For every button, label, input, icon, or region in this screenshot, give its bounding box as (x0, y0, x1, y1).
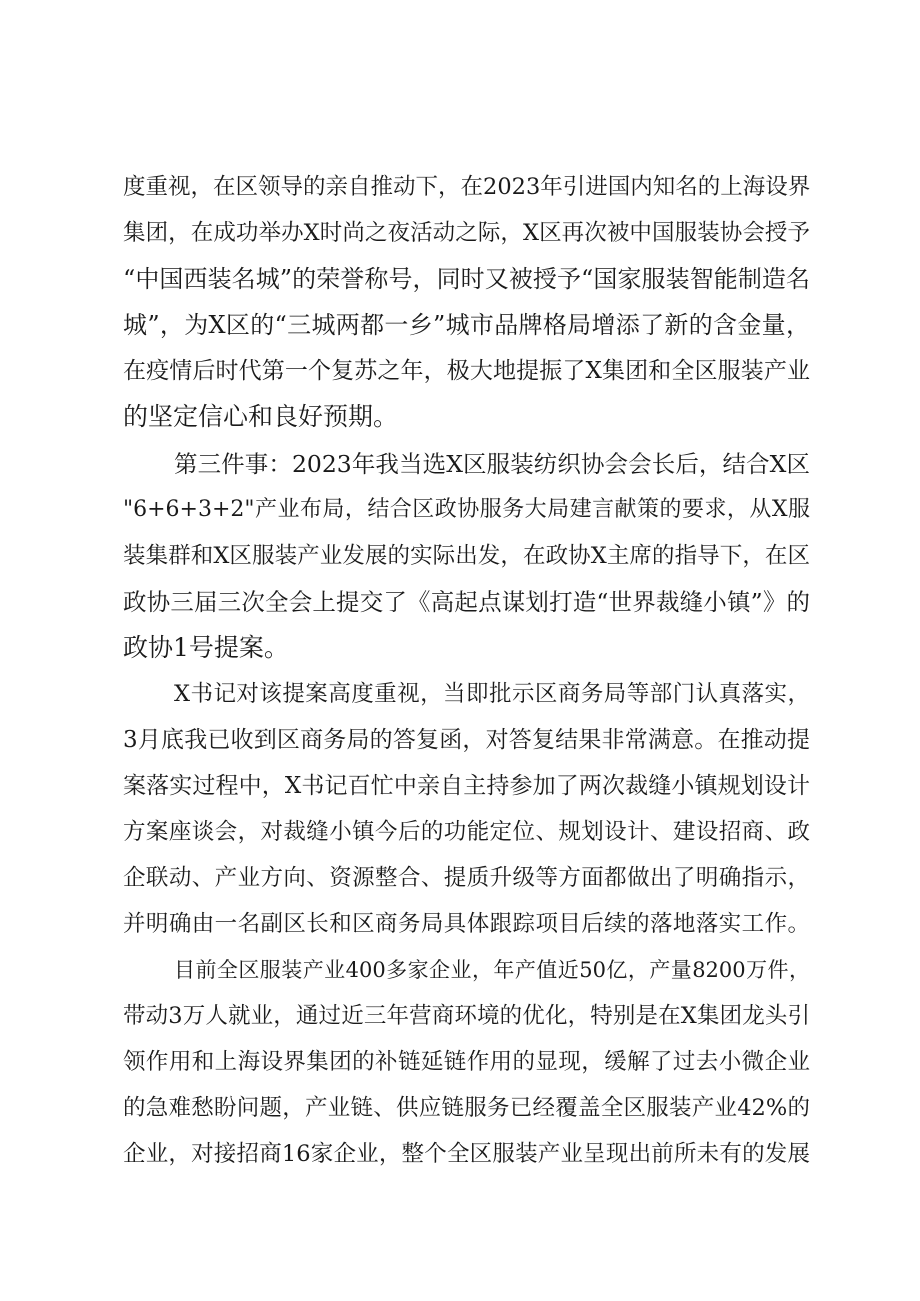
text-line: X书记对该提案高度重视，当即批示区商务局等部门认真落实， (174, 681, 810, 707)
text-line: 并明确由一名副区长和区商务局具体跟踪项目后续的落地落实工作。 (123, 911, 810, 937)
text-line: 政协1号提案。 (123, 633, 289, 662)
text-line: 的急难愁盼问题，产业链、供应链服务已经覆盖全区服装产业42%的 (123, 1095, 810, 1121)
text-line: 的坚定信心和良好预期。 (123, 402, 399, 431)
text-line: 度重视，在区领导的亲自推动下，在2023年引进国内知名的上海设界 (123, 174, 811, 200)
text-line: 城”，为X区的“三城两都一乡”城市品牌格局增添了新的含金量， (123, 311, 810, 339)
text-line: "6+6+3+2"产业布局，结合区政协服务大局建言献策的要求，从X服 (123, 497, 810, 522)
text-line: 领作用和上海设界集团的补链延链作用的显现，缓解了过去小微企业 (123, 1049, 810, 1075)
text-line: “中国西装名城”的荣誉称号，同时又被授予“国家服装智能制造名 (123, 265, 810, 293)
text-line: 装集群和X区服装产业发展的实际出发，在政协X主席的指导下，在区 (123, 543, 810, 569)
text-line: 政协三届三次全会上提交了《高起点谋划打造“世界裁缝小镇”》的 (123, 588, 810, 616)
text-line: 集团，在成功举办X时尚之夜活动之际，X区再次被中国服装协会授予 (123, 220, 810, 246)
text-line: 3月底我已收到区商务局的答复函，对答复结果非常满意。在推动提 (123, 727, 810, 753)
text-line: 方案座谈会，对裁缝小镇今后的功能定位、规划设计、建设招商、政 (123, 819, 810, 845)
text-line: 带动3万人就业，通过近三年营商环境的优化，特别是在X集团龙头引 (123, 1003, 810, 1029)
text-line: 第三件事：2023年我当选X区服装纺织协会会长后，结合X区 (174, 450, 810, 478)
text-line: 企联动、产业方向、资源整合、提质升级等方面都做出了明确指示， (123, 865, 810, 891)
text-line: 案落实过程中，X书记百忙中亲自主持参加了两次裁缝小镇规划设计 (123, 773, 810, 799)
text-line: 目前全区服装产业400多家企业，年产值近50亿，产量8200万件， (174, 958, 810, 982)
text-line: 在疫情后时代第一个复苏之年，极大地提振了X集团和全区服装产业 (123, 358, 810, 384)
text-line: 企业，对接招商16家企业，整个全区服装产业呈现出前所未有的发展 (123, 1141, 810, 1167)
